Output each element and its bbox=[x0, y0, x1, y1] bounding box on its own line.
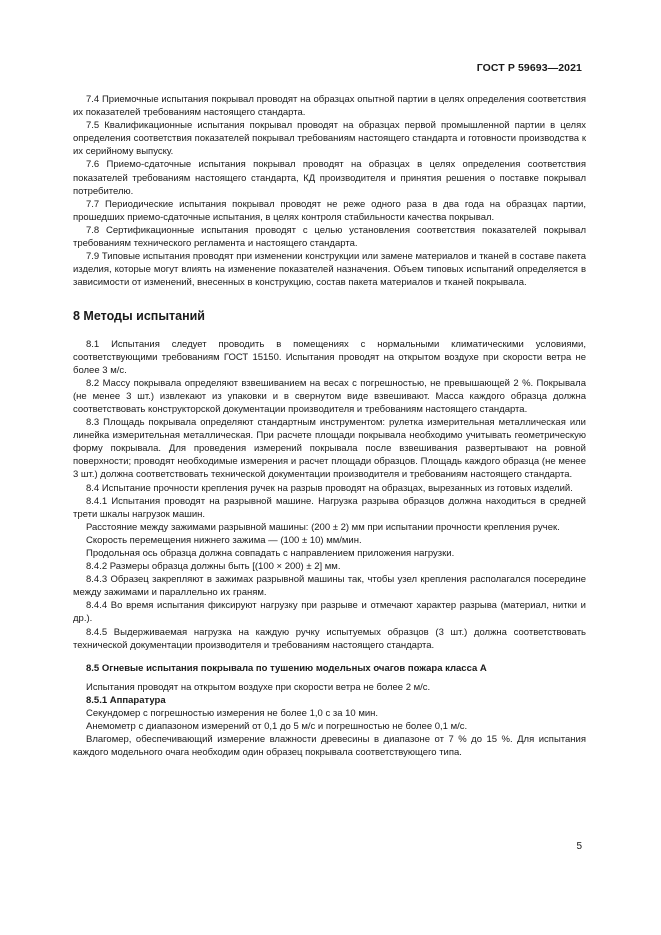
paragraph-clamp-speed: Скорость перемещения нижнего зажима — (100 ± 10) мм/мин. bbox=[86, 534, 362, 546]
subsection-8-5-title: 8.5 Огневые испытания покрывала по тушению модельных очагов пожара класса А bbox=[86, 662, 487, 674]
paragraph-8-4-4: 8.4.4 Во время испытания фиксируют нагрузку при разрыве и отмечают характер разрыва (материал, нитки и др.). bbox=[73, 600, 586, 625]
paragraph-8-5-intro: Испытания проводят на открытом воздухе при скорости ветра не более 2 м/с. bbox=[86, 681, 431, 693]
paragraph-7-4: 7.4 Приемочные испытания покрывал проводят на образцах опытной партии в целях определения соответствия их показателей требованиям настоящего стандарта. bbox=[73, 94, 586, 119]
apparatus-anemometer: Анемометр с диапазоном измерений от 0,1 до 5 м/с и погрешностью не более 0,1 м/с. bbox=[86, 721, 468, 733]
paragraph-8-4-1: 8.4.1 Испытания проводят на разрывной машине. Нагрузка разрыва образцов должна находиться в средней трети шкалы нагрузок машин. bbox=[73, 495, 586, 520]
paragraph-8-2: 8.2 Массу покрывала определяют взвешиванием на весах с погрешностью, не превышающей 2 %. Покрывала (не менее 3 шт.) извлекают из упаковки и в свернутом виде взвешивают. Масса каждого образца должна соответствовать конструкторской документации производителя и требованиям настоящего стандарта. bbox=[73, 377, 586, 415]
doc-code-header: ГОСТ Р 59693—2021 bbox=[476, 62, 582, 74]
page-number: 5 bbox=[576, 841, 582, 852]
paragraph-7-9: 7.9 Типовые испытания проводят при изменении конструкции или замене материалов и тканей в составе пакета изделия, которые могут влиять на изменение показателей назначения. Объем типовых испытаний определяется в зависимости от изменений, внесенных в конструкцию, состав пакета материалов и тканей покрывала. bbox=[73, 251, 586, 289]
paragraph-8-4: 8.4 Испытание прочности крепления ручек на разрыв проводят на образцах, вырезанных из готовых изделий. bbox=[86, 482, 573, 494]
apparatus-stopwatch: Секундомер с погрешностью измерения не более 1,0 с за 10 мин. bbox=[86, 708, 379, 720]
apparatus-title: 8.5.1 Аппаратура bbox=[86, 694, 166, 706]
apparatus-moisture-meter: Влагомер, обеспечивающий измерение влажности древесины в диапазоне от 7 % до 15 %. Для испытания каждого модельного очага необходим один образец покрывала соответствующего типа. bbox=[73, 734, 586, 759]
paragraph-7-5: 7.5 Квалификационные испытания покрывал проводят на образцах первой промышленной партии в целях определения соответствия показателей покрывал требованиям настоящего стандарта и готовности производства к их серийному выпуску. bbox=[73, 120, 586, 158]
paragraph-8-3: 8.3 Площадь покрывала определяют стандартным инструментом: рулетка измерительная металлическая или линейка измерительная металлическая. При расчете площади покрывала необходимо учитывать геометрическую форму покрывала. Для проведения измерений покрывала после взвешивания развертывают на ровной поверхности; проводят необходимые измерения и расчет площади образцов. Площадь каждого образца (не менее 3 шт.) должна соответствовать технической документации производителя и требованиям настоящего стандарта. bbox=[73, 417, 586, 481]
document-body bbox=[73, 93, 586, 759]
paragraph-sample-axis: Продольная ось образца должна совпадать с направлением приложения нагрузки. bbox=[86, 548, 455, 559]
paragraph-8-4-3: 8.4.3 Образец закрепляют в зажимах разрывной машины так, чтобы узел крепления располагался посередине между зажимами и параллельно их граням. bbox=[73, 574, 586, 599]
paragraph-8-1: 8.1 Испытания следует проводить в помещениях с нормальными климатическими условиями, соответствующими требованиям ГОСТ 15150. Испытания проводят на открытом воздухе при скорости ветра не более 3 м/с. bbox=[73, 338, 586, 376]
section-title: 8 Методы испытаний bbox=[73, 309, 205, 324]
paragraph-7-7: 7.7 Периодические испытания покрывал проводят не реже одного раза в два года на образцах партии, прошедших приемо-сдаточные испытания, в целях контроля стабильности качества покрывал. bbox=[73, 198, 586, 223]
paragraph-7-8: 7.8 Сертификационные испытания проводят с целью установления соответствия показателей покрывал требованиям технического регламента и настоящего стандарта. bbox=[73, 224, 586, 250]
paragraph-8-4-5: 8.4.5 Выдерживаемая нагрузка на каждую ручку испытуемых образцов (3 шт.) должна соответствовать технической документации производителя и требованиям настоящего стандарта. bbox=[73, 626, 586, 651]
paragraph-7-6: 7.6 Приемо-сдаточные испытания покрывал проводят на образцах в целях определения соответствия показателей требованиям настоящего стандарта, КД производителя и принятия решения о поставке покрывал потребителю. bbox=[73, 159, 586, 197]
paragraph-8-4-2: 8.4.2 Размеры образца должны быть [(100 × 200) ± 2] мм. bbox=[86, 561, 341, 573]
paragraph-clamp-distance: Расстояние между зажимами разрывной машины: (200 ± 2) мм при испытании прочности крепления ручек. bbox=[86, 521, 560, 533]
